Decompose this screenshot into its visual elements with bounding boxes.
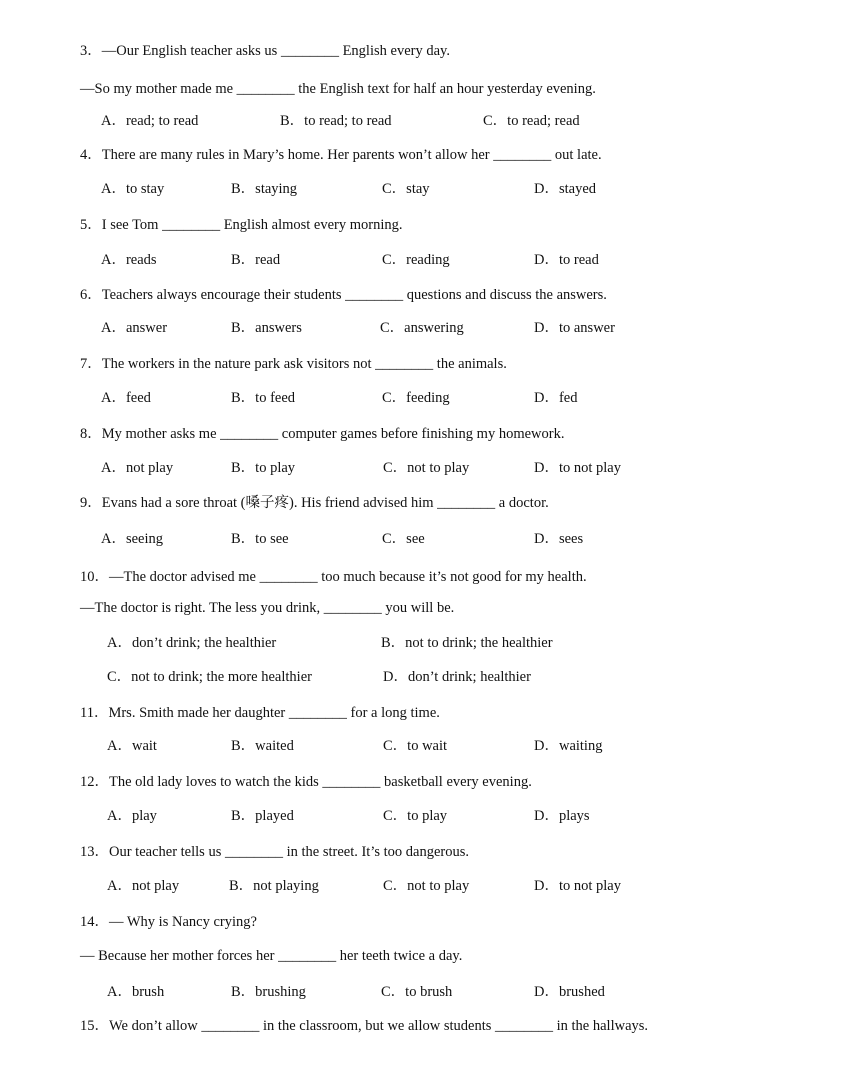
question-8-option-d: D．to not play <box>534 460 621 476</box>
question-12-option-b: B．played <box>231 808 294 824</box>
question-5-option-a: A．reads <box>101 252 157 268</box>
question-10-option-c: C．not to drink; the more healthier <box>107 669 312 685</box>
question-13-option-a: A．not play <box>107 878 180 894</box>
question-14-option-a: A．brush <box>107 984 165 1000</box>
question-14-option-d: D．brushed <box>534 984 605 1000</box>
question-9-option-d: D．sees <box>534 531 584 547</box>
question-11-option-a: A．wait <box>107 738 157 754</box>
question-8-stem: 8．My mother asks me ________ computer games before finishing my homework. <box>80 426 565 442</box>
question-7-option-d: D．fed <box>534 390 578 406</box>
question-4-stem: 4．There are many rules in Mary’s home. Her parents won’t allow her ________ out late. <box>80 147 602 163</box>
question-9-stem: 9．Evans had a sore throat (嗓子疼). His friend advised him ________ a doctor. <box>80 495 549 511</box>
question-11-option-d: D．waiting <box>534 738 603 754</box>
question-11-option-c: C．to wait <box>383 738 448 754</box>
question-10-stem: 10．—The doctor advised me ________ too much because it’s not good for my health. <box>80 569 587 585</box>
question-14-option-b: B．brushing <box>231 984 306 1000</box>
question-12-option-a: A．play <box>107 808 157 824</box>
question-4-option-b: B．staying <box>231 181 298 197</box>
question-9-option-a: A．seeing <box>101 531 164 547</box>
question-11-option-b: B．waited <box>231 738 294 754</box>
question-6-option-d: D．to answer <box>534 320 615 336</box>
question-11-stem: 11．Mrs. Smith made her daughter ________ for a long time. <box>80 705 440 721</box>
question-5-stem: 5．I see Tom ________ English almost every morning. <box>80 217 403 233</box>
question-9-option-b: B．to see <box>231 531 289 547</box>
question-13-stem: 13．Our teacher tells us ________ in the street. It’s too dangerous. <box>80 844 470 860</box>
question-8-option-c: C．not to play <box>383 460 470 476</box>
question-10-option-a: A．don’t drink; the healthier <box>107 635 277 651</box>
question-9-option-c: C．see <box>382 531 425 547</box>
question-15-stem: 15．We don’t allow ________ in the classroom, but we allow students ________ in the hallways. <box>80 1018 649 1034</box>
question-6-option-c: C．answering <box>380 320 464 336</box>
question-14-option-c: C．to brush <box>381 984 453 1000</box>
question-3-option-c: C．to read; read <box>483 113 580 129</box>
question-13-option-d: D．to not play <box>534 878 621 894</box>
question-5-option-c: C．reading <box>382 252 450 268</box>
question-8-option-b: B．to play <box>231 460 296 476</box>
question-3-option-a: A．read; to read <box>101 113 199 129</box>
question-12-option-c: C．to play <box>383 808 448 824</box>
question-4-option-a: A．to stay <box>101 181 165 197</box>
question-7-option-c: C．feeding <box>382 390 450 406</box>
question-10-option-b: B．not to drink; the healthier <box>381 635 553 651</box>
question-8-option-a: A．not play <box>101 460 174 476</box>
question-14-stem: 14．— Why is Nancy crying? <box>80 914 257 930</box>
question-10-option-d: D．don’t drink; healthier <box>383 669 531 685</box>
question-6-stem: 6．Teachers always encourage their students ________ questions and discuss the answers. <box>80 287 607 303</box>
question-3-response: —So my mother made me ________ the English text for half an hour yesterday evening. <box>80 81 596 97</box>
question-13-option-b: B．not playing <box>229 878 319 894</box>
question-7-option-b: B．to feed <box>231 390 296 406</box>
question-5-option-b: B．read <box>231 252 281 268</box>
question-7-stem: 7．The workers in the nature park ask visitors not ________ the animals. <box>80 356 507 372</box>
question-14-response: — Because her mother forces her ________ her teeth twice a day. <box>80 948 463 964</box>
question-3-stem: 3．—Our English teacher asks us ________ English every day. <box>80 43 450 59</box>
question-5-option-d: D．to read <box>534 252 599 268</box>
question-3-option-b: B．to read; to read <box>280 113 392 129</box>
question-4-option-d: D．stayed <box>534 181 597 197</box>
question-7-option-a: A．feed <box>101 390 151 406</box>
question-10-response: —The doctor is right. The less you drink, ________ you will be. <box>80 600 455 616</box>
question-6-option-a: A．answer <box>101 320 168 336</box>
question-6-option-b: B．answers <box>231 320 302 336</box>
question-4-option-c: C．stay <box>382 181 430 197</box>
question-12-stem: 12．The old lady loves to watch the kids ________ basketball every evening. <box>80 774 532 790</box>
question-13-option-c: C．not to play <box>383 878 470 894</box>
question-12-option-d: D．plays <box>534 808 590 824</box>
